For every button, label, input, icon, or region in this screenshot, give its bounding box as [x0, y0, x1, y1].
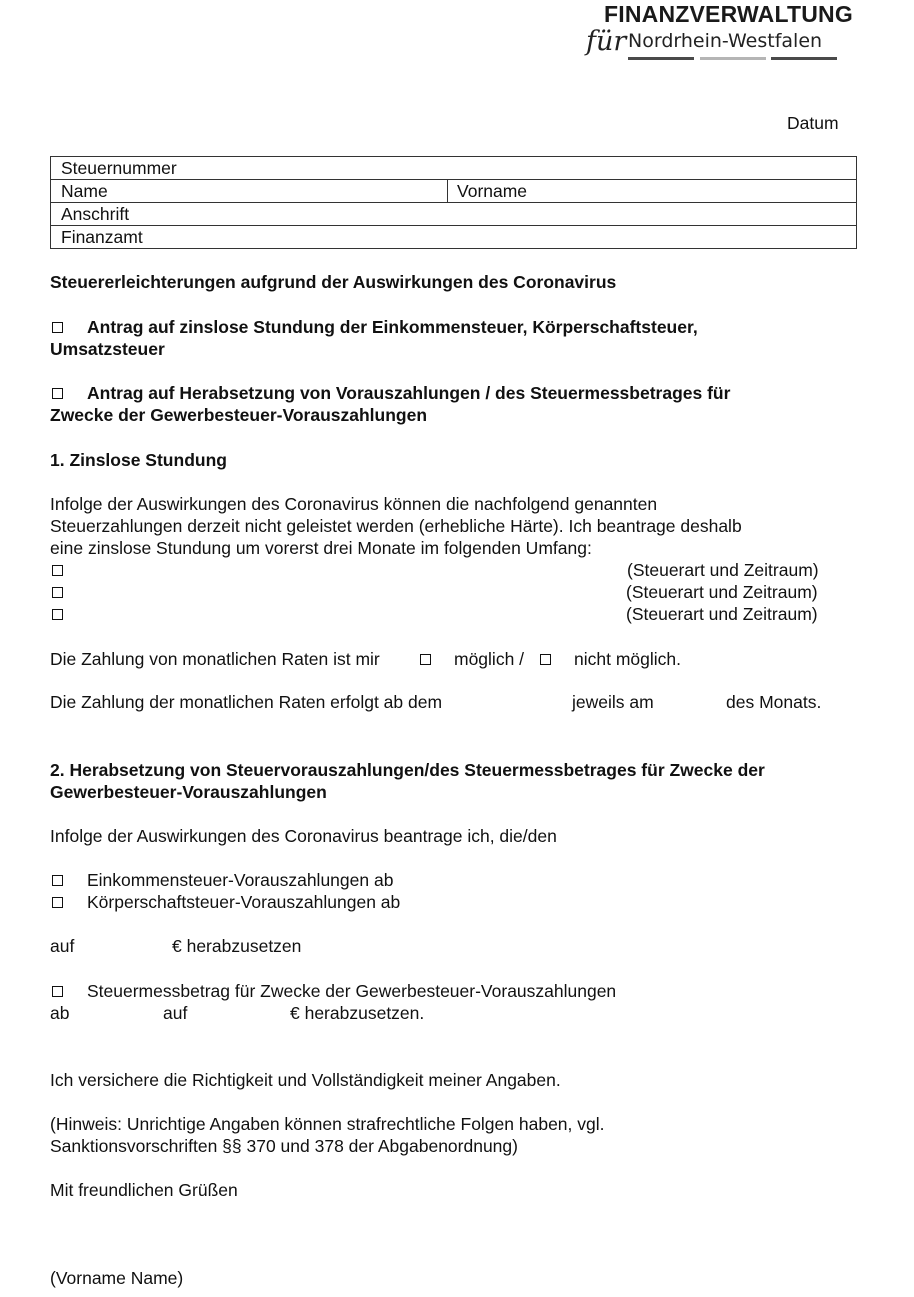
- hinweis-text-cont: Sanktionsvorschriften §§ 370 und 378 der Abgabenordnung): [50, 1136, 518, 1156]
- kst-label: Körperschaftsteuer-Vorauszahlungen ab: [87, 892, 401, 912]
- logo-bar-3: [771, 57, 837, 60]
- row-name: [51, 179, 856, 202]
- raten-des-monats-label: des Monats.: [726, 692, 822, 712]
- raten-nicht-moeglich-checkbox[interactable]: [540, 648, 551, 670]
- finanzamt-field[interactable]: Finanzamt: [61, 227, 143, 247]
- antrag-herabsetzung-label-cont: Zwecke der Gewerbesteuer-Vorauszahlungen: [50, 405, 428, 425]
- raten-ab-text: Die Zahlung der monatlichen Raten erfolgt ab dem: [50, 692, 443, 712]
- vorname-field[interactable]: Vorname: [457, 181, 528, 201]
- tax-row-label: (Steuerart und Zeitraum): [627, 560, 819, 580]
- greeting: Mit freundlichen Grüßen: [50, 1180, 238, 1200]
- section1-paragraph-line: Infolge der Auswirkungen des Coronavirus können die nachfolgend genannten: [50, 494, 658, 514]
- auf-label: auf: [50, 936, 75, 956]
- herabzusetzen-label: € herabzusetzen: [172, 936, 302, 956]
- est-label: Einkommensteuer-Vorauszahlungen ab: [87, 870, 394, 890]
- est-checkbox[interactable]: [52, 869, 63, 891]
- section2-intro: Infolge der Auswirkungen des Coronavirus beantrage ich, die/den: [50, 826, 557, 846]
- hinweis-text: (Hinweis: Unrichtige Angaben können strafrechtliche Folgen haben, vgl.: [50, 1114, 605, 1134]
- logo-bar-2: [700, 57, 766, 60]
- raten-moeglich-label: möglich /: [454, 649, 525, 669]
- raten-text: Die Zahlung von monatlichen Raten ist mir: [50, 649, 380, 669]
- signature-label: (Vorname Name): [50, 1268, 184, 1288]
- antrag-herabsetzung-label: Antrag auf Herabsetzung von Vorauszahlungen / des Steuermessbetrages für: [87, 383, 731, 403]
- gewst-ab-label: ab: [50, 1003, 70, 1023]
- gewst-auf-label: auf: [163, 1003, 188, 1023]
- raten-nicht-moeglich-label: nicht möglich.: [574, 649, 681, 669]
- gewst-checkbox[interactable]: [52, 980, 63, 1002]
- header-table: [50, 156, 857, 249]
- logo-region: Nordrhein-Westfalen: [628, 30, 823, 52]
- row-steuernummer: [51, 157, 856, 179]
- row-anschrift: [51, 202, 856, 225]
- date-field[interactable]: Datum: [787, 113, 839, 133]
- tax-row-checkbox[interactable]: [52, 581, 63, 603]
- steuernummer-field[interactable]: Steuernummer: [61, 158, 177, 178]
- document-heading: Steuererleichterungen aufgrund der Auswirkungen des Coronavirus: [50, 272, 617, 292]
- section1-paragraph-line: Steuerzahlungen derzeit nicht geleistet werden (erhebliche Härte). Ich beantrage deshalb: [50, 516, 742, 536]
- name-field[interactable]: Name: [61, 181, 108, 201]
- logo-fuer: für: [586, 26, 627, 57]
- antrag-stundung-checkbox[interactable]: [52, 316, 63, 338]
- kst-checkbox[interactable]: [52, 891, 63, 913]
- logo-title: FINANZVERWALTUNG: [604, 1, 853, 27]
- gewst-herabzusetzen-label: € herabzusetzen.: [290, 1003, 425, 1023]
- antrag-stundung-label-cont: Umsatzsteuer: [50, 339, 165, 359]
- raten-jeweils-label: jeweils am: [572, 692, 654, 712]
- antrag-stundung-label: Antrag auf zinslose Stundung der Einkommensteuer, Körperschaftsteuer,: [87, 317, 698, 337]
- tax-row-label: (Steuerart und Zeitraum): [626, 604, 818, 624]
- tax-row-checkbox[interactable]: [52, 559, 63, 581]
- gewst-label: Steuermessbetrag für Zwecke der Gewerbesteuer-Vorauszahlungen: [87, 981, 617, 1001]
- raten-moeglich-checkbox[interactable]: [420, 648, 431, 670]
- versicherung-text: Ich versichere die Richtigkeit und Vollständigkeit meiner Angaben.: [50, 1070, 561, 1090]
- anschrift-field[interactable]: Anschrift: [61, 204, 130, 224]
- section1-paragraph-line: eine zinslose Stundung um vorerst drei Monate im folgenden Umfang:: [50, 538, 592, 558]
- row-finanzamt: [51, 225, 856, 248]
- section2-title: 2. Herabsetzung von Steuervorauszahlungen/des Steuermessbetrages für Zwecke der: [50, 760, 765, 780]
- tax-row-label: (Steuerart und Zeitraum): [626, 582, 818, 602]
- antrag-herabsetzung-checkbox[interactable]: [52, 382, 63, 404]
- section1-title: 1. Zinslose Stundung: [50, 450, 227, 470]
- section2-title-cont: Gewerbesteuer-Vorauszahlungen: [50, 782, 327, 802]
- tax-row-checkbox[interactable]: [52, 603, 63, 625]
- logo-bar-1: [628, 57, 694, 60]
